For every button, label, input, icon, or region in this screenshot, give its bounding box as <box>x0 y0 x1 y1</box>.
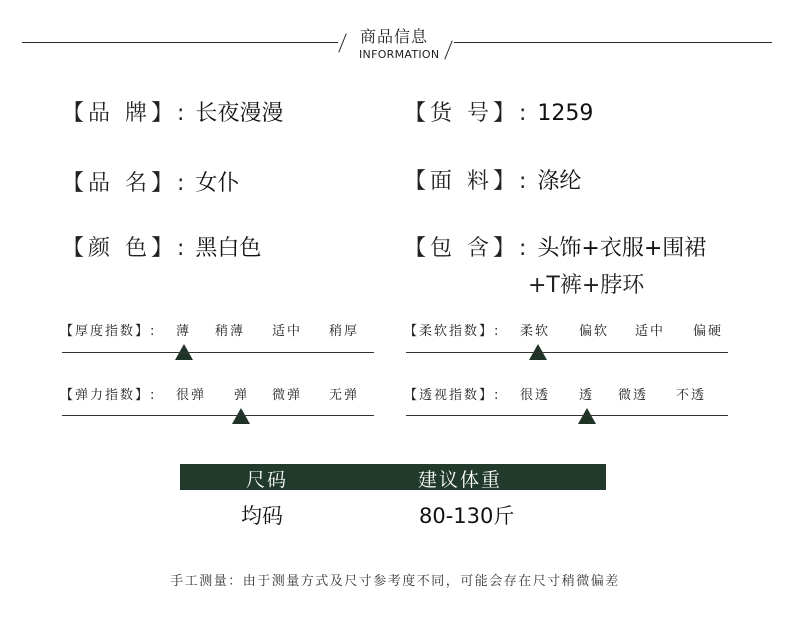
elasticity-option: 无弹 <box>329 388 360 403</box>
item-no-label: 【货 号】: <box>404 101 531 126</box>
transparency-option: 透 <box>579 388 595 403</box>
elasticity-option: 很弹 <box>176 388 207 403</box>
elasticity-label: 【弹力指数】: <box>60 388 157 403</box>
thickness-scale <box>60 320 380 338</box>
includes-value-line2: +T裤+脖环 <box>528 273 645 298</box>
fabric-label: 【面 料】: <box>404 169 531 194</box>
transparency-option: 很透 <box>520 388 551 403</box>
item-no-value: 1259 <box>537 101 594 126</box>
transparency-line <box>406 415 728 416</box>
header-subtitle: INFORMATION <box>359 48 440 61</box>
measurement-note: 手工测量：由于测量方式及尺寸参考度不同，可能会存在尺寸稍微偏差 <box>170 574 620 589</box>
thickness-option: 稍薄 <box>215 324 246 339</box>
brand-value: 长夜漫漫 <box>195 101 284 126</box>
size-header-size: 尺码 <box>246 469 289 491</box>
thickness-option: 薄 <box>176 324 192 339</box>
elasticity-option: 微弹 <box>272 388 303 403</box>
softness-option: 适中 <box>635 324 666 339</box>
header-title: 商品信息 <box>360 27 429 46</box>
name-label: 【品 名】: <box>62 171 189 196</box>
softness-option: 偏硬 <box>693 324 724 339</box>
softness-option: 偏软 <box>579 324 610 339</box>
includes-value-line1: 头饰+衣服+围裙 <box>537 236 707 261</box>
size-value: 均码 <box>241 504 283 528</box>
thickness-label: 【厚度指数】: <box>60 324 157 339</box>
includes-row <box>404 231 706 262</box>
transparency-scale <box>404 384 744 402</box>
fabric-row <box>404 164 581 195</box>
color-row <box>62 231 261 262</box>
color-label: 【颜 色】: <box>62 236 189 261</box>
elasticity-option: 弹 <box>234 388 250 403</box>
transparency-marker <box>578 408 596 424</box>
header-line-left <box>22 42 338 43</box>
size-header-weight: 建议体重 <box>418 469 503 491</box>
item-no-row <box>404 96 593 127</box>
elasticity-line <box>62 415 374 416</box>
elasticity-marker <box>232 408 250 424</box>
transparency-option: 不透 <box>676 388 707 403</box>
header-slash-left <box>338 34 346 53</box>
thickness-option: 适中 <box>272 324 303 339</box>
softness-line <box>406 352 728 353</box>
color-value: 黑白色 <box>195 236 262 261</box>
weight-value: 80-130斤 <box>419 504 515 528</box>
header-line-right <box>454 42 772 43</box>
name-row <box>62 166 239 197</box>
size-table-header <box>180 464 606 490</box>
includes-label: 【包 含】: <box>404 236 531 261</box>
name-value: 女仆 <box>195 171 240 196</box>
transparency-option: 微透 <box>618 388 649 403</box>
transparency-label: 【透视指数】: <box>404 388 501 403</box>
fabric-value: 涤纶 <box>537 169 582 194</box>
softness-option: 柔软 <box>520 324 551 339</box>
brand-row <box>62 96 283 127</box>
softness-scale <box>404 320 744 338</box>
header-slash-right <box>444 41 452 60</box>
softness-label: 【柔软指数】: <box>404 324 501 339</box>
elasticity-scale <box>60 384 380 402</box>
thickness-line <box>62 352 374 353</box>
brand-label: 【品 牌】: <box>62 101 189 126</box>
thickness-option: 稍厚 <box>329 324 360 339</box>
